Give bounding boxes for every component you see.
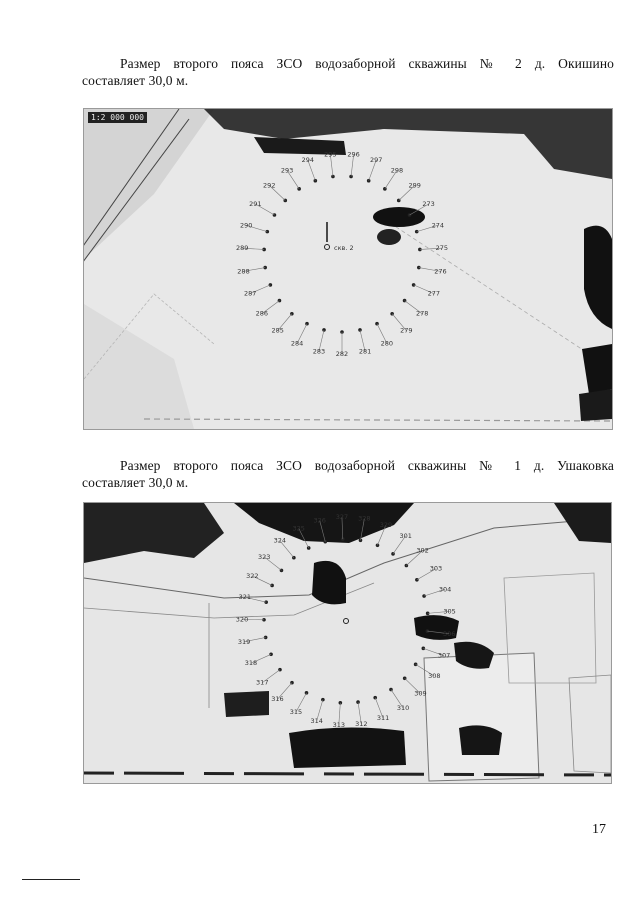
point-label: 306	[442, 629, 456, 638]
map-scale-label: 1:2 000 000	[88, 112, 147, 123]
boundary-point	[270, 584, 274, 588]
point-label: 291	[249, 200, 262, 208]
paragraph-line: Размер второго пояса ЗСО водозаборной скважины № 2 д. Окишино	[120, 56, 614, 71]
paragraph-line: Размер второго пояса ЗСО водозаборной скважины № 1 д. Ушаковка	[120, 458, 614, 473]
point-label: 313	[332, 720, 346, 729]
point-label: 304	[438, 585, 452, 594]
footer-rule	[22, 879, 80, 880]
point-label: 320	[235, 615, 249, 624]
point-label: 282	[335, 350, 349, 358]
point-label: 275	[435, 244, 449, 253]
point-label: 324	[273, 536, 287, 545]
point-label: 318	[244, 659, 258, 668]
point-label: 312	[355, 719, 368, 728]
map-zso-ushakovka	[83, 502, 612, 784]
well-label: скв. 2	[334, 244, 354, 252]
paragraph-well-ushakovka	[82, 457, 614, 491]
point-label: 329	[379, 520, 393, 529]
point-label: 279	[400, 326, 413, 335]
point-label: 309	[414, 689, 427, 698]
point-label: 307	[437, 651, 451, 660]
point-label: 325	[292, 524, 305, 533]
point-label: 288	[237, 267, 250, 276]
map-zso-okishino	[83, 108, 613, 430]
point-label: 303	[429, 564, 443, 573]
point-label: 299	[408, 181, 421, 190]
point-label: 289	[235, 244, 249, 253]
point-label: 327	[335, 513, 349, 522]
point-label: 283	[312, 347, 326, 356]
point-label: 319	[237, 637, 251, 646]
point-label: 292	[263, 181, 276, 190]
point-label: 294	[301, 156, 315, 165]
paragraph-well-okishino	[82, 55, 614, 89]
point-label: 277	[427, 289, 441, 298]
point-label: 310	[396, 703, 410, 712]
paragraph-line: составляет 30,0 м.	[82, 475, 189, 490]
point-label: 273	[422, 200, 435, 208]
point-label: 281	[358, 347, 372, 356]
boundary-point	[415, 578, 419, 582]
point-label: 315	[289, 708, 303, 717]
point-label: 301	[399, 531, 412, 540]
point-label: 316	[271, 695, 284, 704]
map-drawing	[84, 503, 611, 783]
paragraph-line: составляет 30,0 м.	[82, 73, 189, 88]
point-label: 290	[239, 221, 253, 230]
point-label: 286	[255, 309, 268, 318]
point-label: 280	[380, 339, 394, 348]
point-label: 295	[324, 150, 337, 159]
point-label: 321	[238, 593, 251, 602]
point-label: 317	[256, 678, 269, 687]
point-label: 308	[428, 671, 441, 680]
point-label: 274	[431, 221, 445, 230]
point-label: 287	[243, 289, 257, 298]
map-drawing	[84, 109, 612, 429]
point-label: 296	[347, 150, 360, 159]
point-label: 328	[358, 514, 371, 523]
point-label: 326	[313, 516, 326, 525]
point-label: 298	[390, 166, 404, 175]
page-number: 17	[592, 822, 606, 837]
point-label: 284	[290, 339, 304, 348]
point-label: 276	[434, 267, 447, 276]
point-label: 314	[310, 716, 323, 725]
point-label: 278	[416, 309, 429, 318]
point-label: 311	[376, 714, 390, 723]
point-label: 285	[271, 326, 284, 335]
point-label: 305	[443, 607, 456, 616]
point-label: 297	[369, 156, 383, 165]
point-label: 302	[416, 546, 429, 555]
point-label: 323	[257, 552, 271, 561]
point-label: 322	[246, 571, 259, 580]
point-label: 293	[280, 166, 294, 175]
